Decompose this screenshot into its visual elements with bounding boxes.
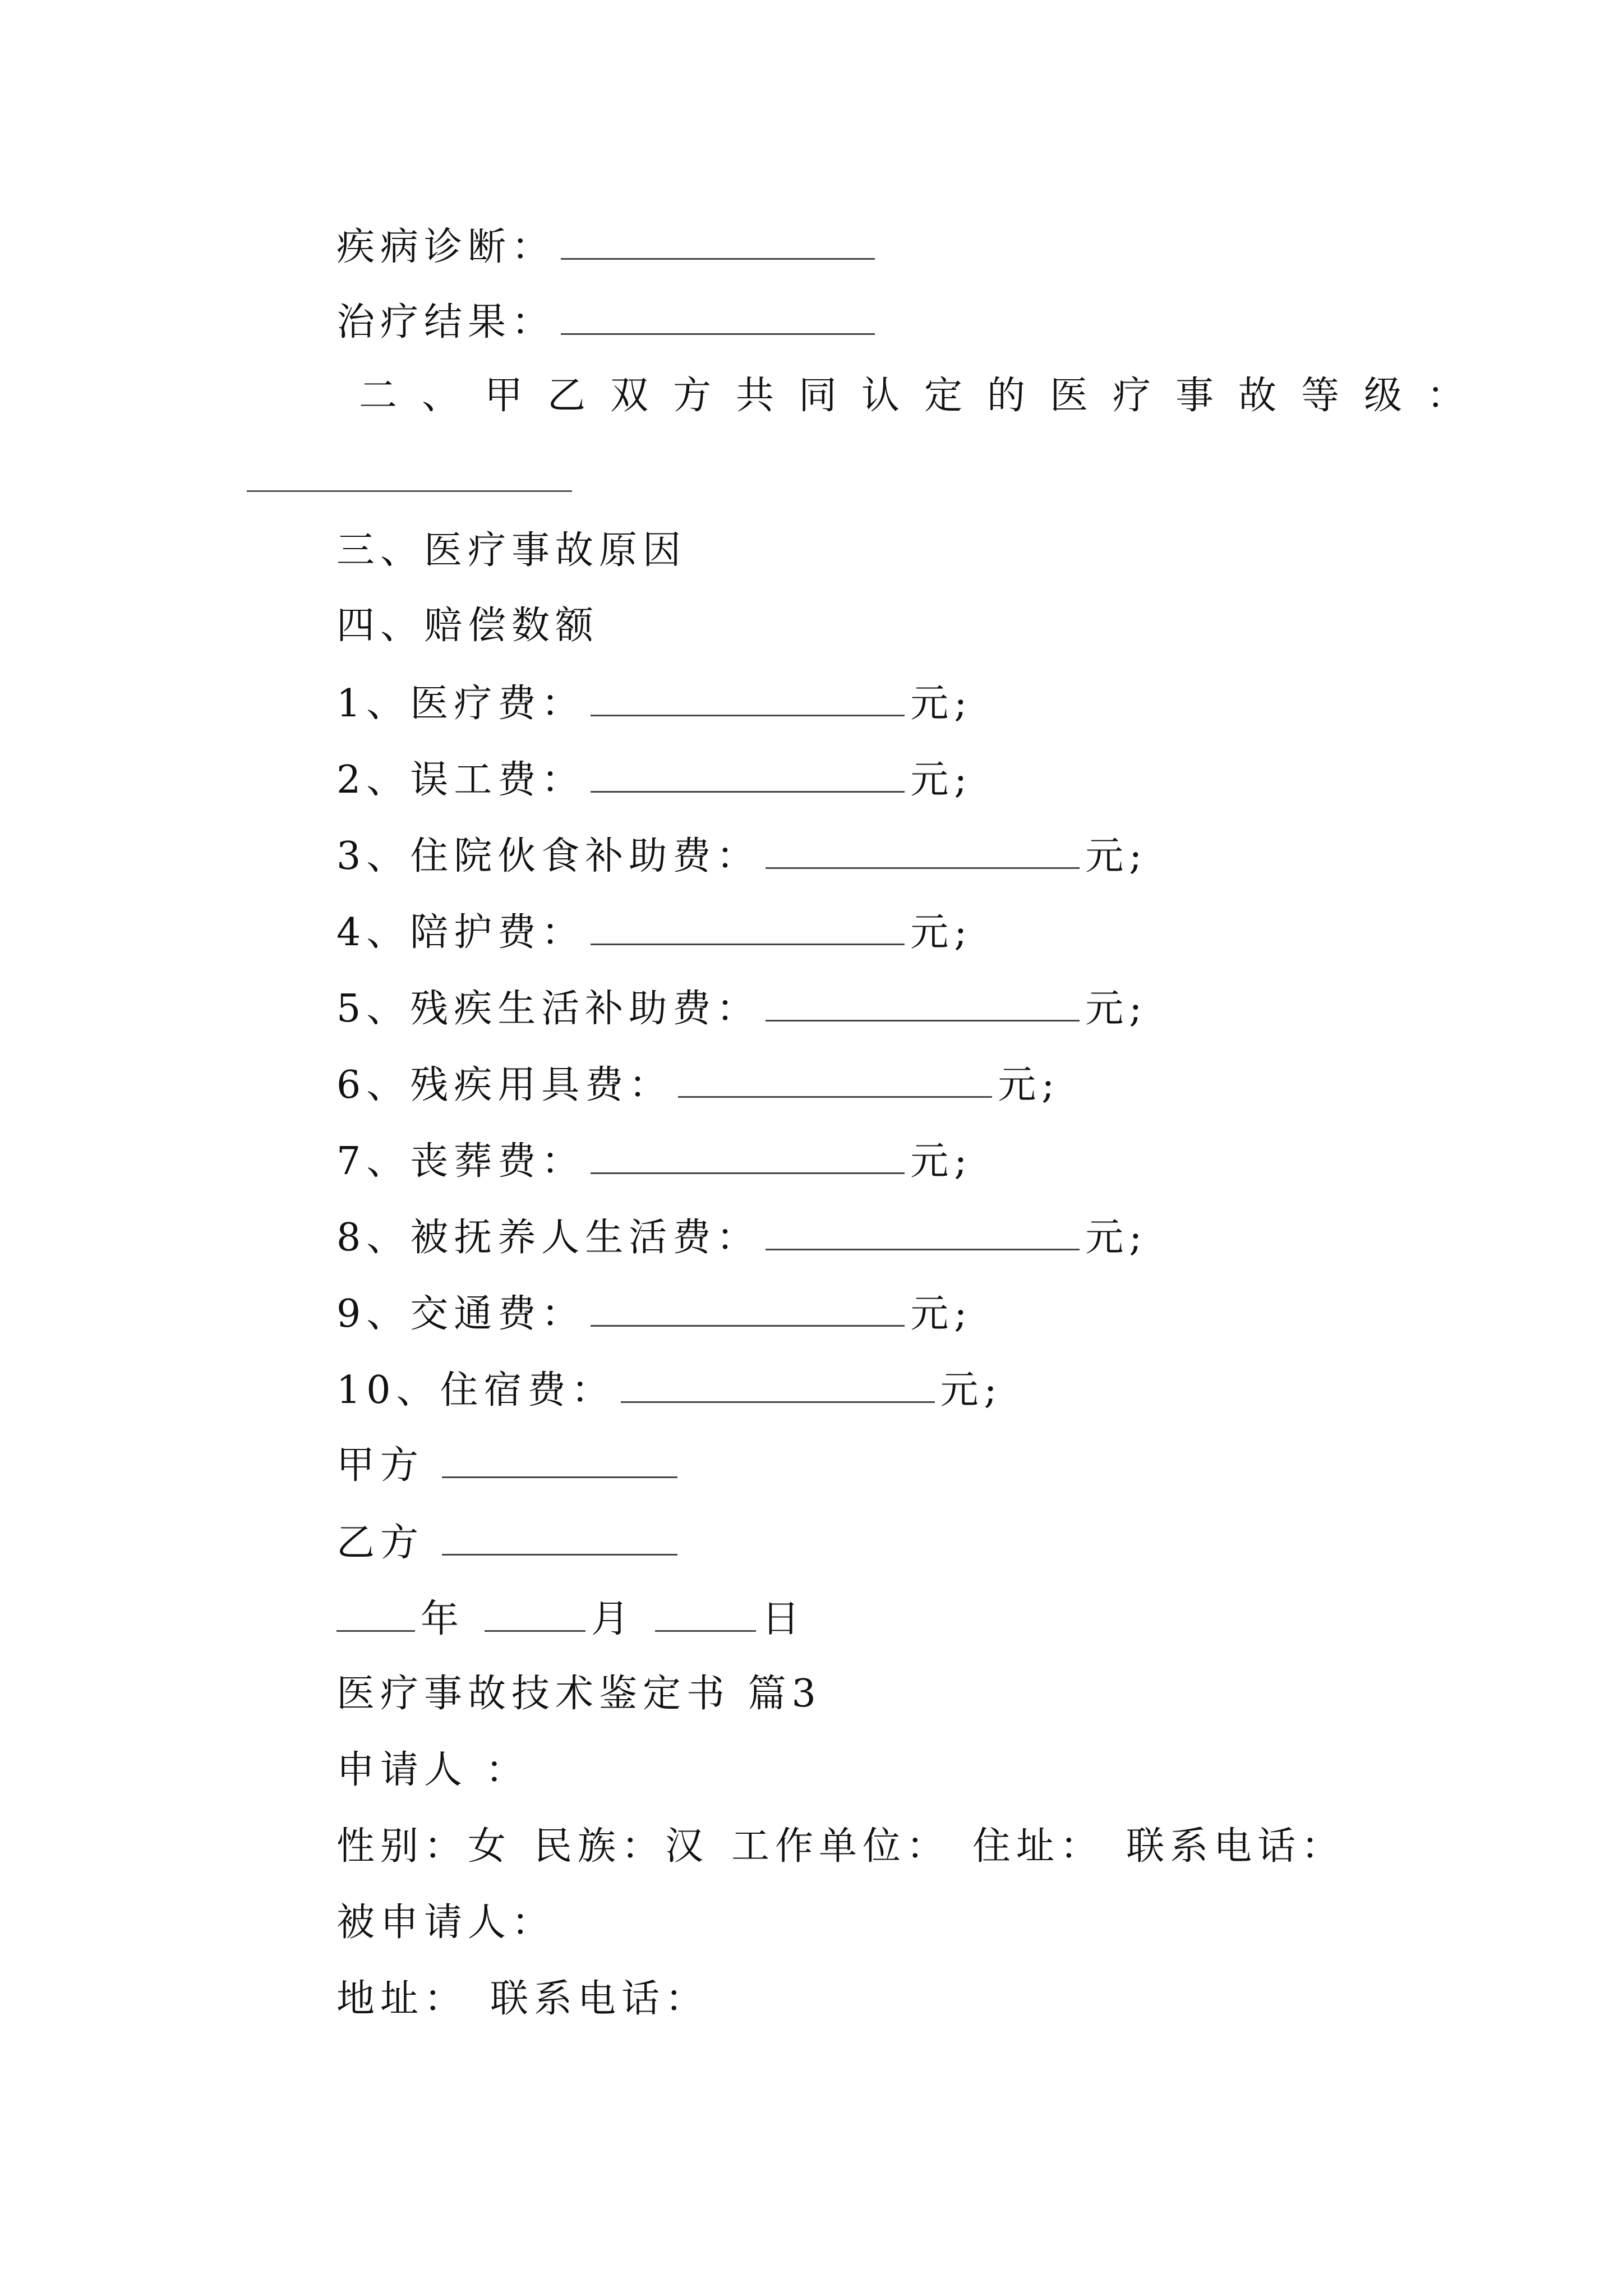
workplace-field: 工作单位： xyxy=(731,1824,951,1869)
fee-line-7 xyxy=(336,1139,972,1184)
party-b-line xyxy=(336,1520,683,1565)
year-label: 年 xyxy=(421,1597,465,1641)
fee-line-2 xyxy=(336,757,972,802)
treatment-result-line xyxy=(336,300,880,344)
fee-line-9 xyxy=(336,1291,972,1336)
fee-line-3 xyxy=(336,834,1147,878)
applicant-line: 申请人 ： xyxy=(336,1748,529,1792)
year-blank xyxy=(336,1596,415,1632)
fee-unit: 元; xyxy=(910,758,973,802)
fee-unit: 元; xyxy=(940,1368,1003,1412)
fee-line-1 xyxy=(336,681,972,726)
fee-unit: 元; xyxy=(1085,834,1148,878)
party-b-label: 乙方 xyxy=(336,1521,425,1565)
fee-label: 4、陪护费： xyxy=(336,910,585,955)
fee-line-4 xyxy=(336,910,972,955)
section3-heading: 三、医疗事故原因 xyxy=(336,528,687,573)
respondent-info-line xyxy=(336,1977,709,2022)
respondent-phone-field: 联系电话： xyxy=(490,1977,709,2021)
fee-label: 1、医疗费： xyxy=(336,682,585,726)
section4-heading: 四、赔偿数额 xyxy=(336,604,600,648)
fee-unit: 元; xyxy=(1085,987,1148,1031)
party-a-label: 甲方 xyxy=(336,1443,425,1488)
diagnosis-label: 疾病诊断： xyxy=(336,225,556,269)
fee-unit: 元; xyxy=(910,910,973,955)
fee-blank xyxy=(591,910,905,945)
fee-blank xyxy=(621,1368,935,1403)
diagnosis-blank xyxy=(561,224,875,260)
fee-blank xyxy=(766,834,1080,869)
treatment-result-label: 治疗结果： xyxy=(336,300,556,344)
party-a-line xyxy=(336,1443,683,1488)
fee-unit: 元; xyxy=(998,1063,1061,1107)
fee-blank xyxy=(766,986,1080,1022)
section2-blank xyxy=(247,490,572,492)
party-a-blank xyxy=(442,1443,677,1478)
respondent-line: 被申请人： xyxy=(336,1901,556,1945)
fee-blank xyxy=(591,1139,905,1174)
fee-line-5 xyxy=(336,986,1147,1031)
fee-label: 7、丧葬费： xyxy=(336,1139,585,1184)
fee-label: 9、交通费： xyxy=(336,1292,585,1336)
fee-label: 8、被抚养人生活费： xyxy=(336,1216,760,1260)
date-line xyxy=(336,1596,805,1641)
phone-field: 联系电话： xyxy=(1126,1824,1345,1869)
gender-field: 性别：女 xyxy=(336,1824,512,1869)
diagnosis-line xyxy=(336,224,880,269)
fee-blank xyxy=(591,681,905,716)
address-field: 住址： xyxy=(972,1824,1104,1869)
fee-label: 5、残疾生活补助费： xyxy=(336,987,760,1031)
fee-line-10 xyxy=(336,1368,1002,1412)
section2-heading: 二、甲乙双方共同认定的医疗事故等级： xyxy=(359,374,1490,418)
day-label: 日 xyxy=(762,1597,806,1641)
treatment-result-blank xyxy=(561,300,875,335)
day-blank xyxy=(655,1596,756,1632)
ethnicity-field: 民族：汉 xyxy=(534,1824,709,1869)
fee-line-8 xyxy=(336,1215,1147,1260)
month-blank xyxy=(485,1596,585,1632)
fee-unit: 元; xyxy=(910,682,973,726)
fee-unit: 元; xyxy=(910,1139,973,1184)
fee-label: 6、残疾用具费： xyxy=(336,1063,673,1107)
month-label: 月 xyxy=(591,1597,635,1641)
fee-blank xyxy=(766,1215,1080,1250)
fee-unit: 元; xyxy=(910,1292,973,1336)
fee-blank xyxy=(591,1291,905,1327)
fee-line-6 xyxy=(336,1062,1060,1107)
applicant-info-line xyxy=(336,1824,1345,1869)
fee-unit: 元; xyxy=(1085,1216,1148,1260)
fee-label: 2、误工费： xyxy=(336,758,585,802)
fee-blank xyxy=(678,1062,992,1098)
fee-label: 3、住院伙食补助费： xyxy=(336,834,760,878)
respondent-address-field: 地址： xyxy=(336,1977,468,2021)
party-b-blank xyxy=(442,1520,677,1556)
fee-label: 10、住宿费： xyxy=(336,1368,615,1412)
fee-blank xyxy=(591,757,905,793)
document-title: 医疗事故技术鉴定书 篇3 xyxy=(336,1672,822,1716)
